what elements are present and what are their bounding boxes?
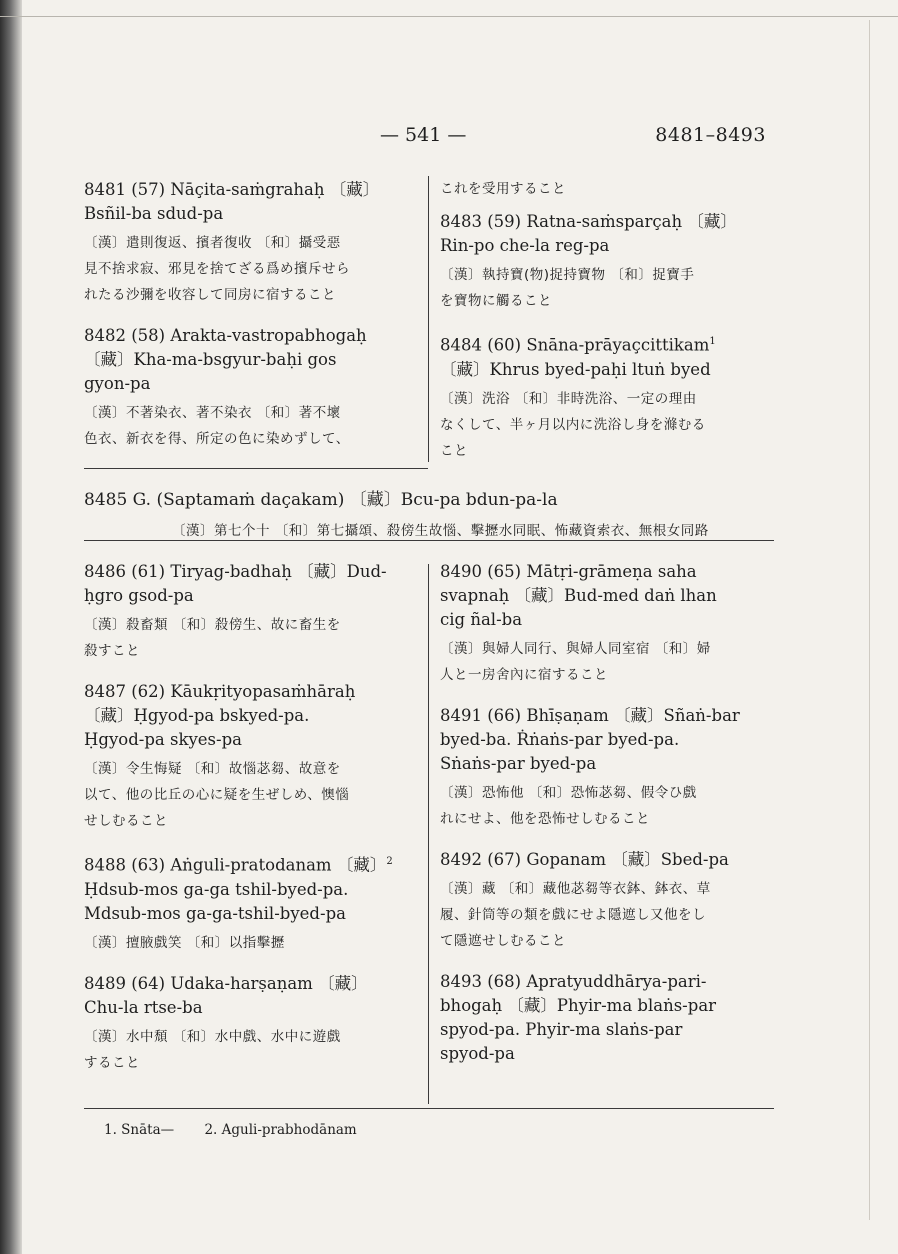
entry-tibetan: 〔藏〕Kha-ma-bsgyur-baḥi gos (84, 350, 337, 369)
entry-gloss: 履、針筒等の類を戲にせよ隱遮し又他をし (440, 907, 706, 923)
entry-tibetan: 〔藏〕Khrus byed-paḥi ltuṅ byed (440, 359, 711, 379)
entry-gloss: 〔漢〕遣則復返、擯者復收 〔和〕攝受惡 (84, 235, 341, 251)
footnote-1: 1. Snāta— (104, 1122, 175, 1138)
entry-gloss: れたる沙彌を收容して同房に宿すること (84, 287, 336, 303)
entry-tibetan: spyod-pa. Phyir-ma slaṅs-par (440, 1020, 683, 1039)
entry-gloss: 〔漢〕與婦人同行、與婦人同室宿 〔和〕婦 (440, 641, 711, 657)
section-rule-upper-left (84, 468, 428, 469)
entry-gloss: を寶物に觸ること (440, 293, 552, 309)
entry-tibetan: ḥgro gsod-pa (84, 586, 194, 605)
entry-tibetan: Rin-po che-la reg-pa (440, 236, 610, 255)
entry-gloss: 〔漢〕水中頹 〔和〕水中戲、水中に遊戲 (84, 1028, 341, 1045)
footnote-rule (84, 1108, 774, 1109)
column-divider-upper (428, 176, 429, 462)
entry-heading-text: 8484 (60) Snāna-prāyaçcittikam (440, 335, 710, 355)
entry-8486 (84, 560, 416, 664)
entry-tibetan: cig ñal-ba (440, 610, 523, 629)
entry-tibetan: Sṅaṅs-par byed-pa (440, 754, 597, 773)
footnote-marker: 1 (709, 336, 716, 347)
entry-continuation (440, 176, 772, 202)
entry-8481 (84, 178, 416, 308)
entry-8492 (440, 848, 772, 954)
entry-heading: 8492 (67) Gopanam 〔藏〕Sbed-pa (440, 850, 729, 869)
entry-tibetan: Chu-la rtse-ba (84, 997, 203, 1017)
entry-heading (84, 850, 416, 878)
entry-gloss: 〔漢〕不著染衣、著不染衣 〔和〕著不壞 (84, 405, 341, 421)
entry-gloss: れにせよ、他を恐怖せしむること (440, 811, 650, 827)
entry-gloss: 〔漢〕洗浴 〔和〕非時洗浴、一定の理由 (440, 390, 697, 407)
entry-heading (440, 330, 772, 358)
entry-heading: 8483 (59) Ratna-saṁsparçaḥ 〔藏〕 (440, 212, 737, 231)
footnote-2: 2. Aguli-prabhodānam (204, 1122, 357, 1138)
right-column-upper (440, 176, 772, 480)
entry-tibetan: spyod-pa (440, 1044, 515, 1063)
entry-8490 (440, 560, 772, 688)
entry-gloss: 〔漢〕第七个十 〔和〕第七攝頌、殺傍生故惱、擊攊水同眠、怖藏資索衣、無根女同路 (172, 523, 709, 539)
entry-gloss: て隱遮せしむること (440, 933, 566, 949)
entry-gloss: 見不捨求寂、邪見を捨てざる爲め擯斥せら (84, 261, 350, 277)
entry-8483 (440, 210, 772, 314)
entry-gloss: 〔漢〕藏 〔和〕藏他苾芻等衣鉢、鉢衣、草 (440, 881, 711, 897)
entry-tibetan: Bsñil-ba sdud-pa (84, 204, 224, 223)
page-number: — 541 — (380, 124, 467, 146)
entry-8491 (440, 704, 772, 832)
entry-tibetan: Ḥgyod-pa skyes-pa (84, 730, 242, 749)
scan-shadow (0, 0, 22, 1254)
entry-heading: 8485 G. (Saptamaṁ daçakam) 〔藏〕Bcu-pa bdun-pa-la (84, 490, 558, 510)
entry-gloss: 〔漢〕執持寶(物)捉持寶物 〔和〕捉寶手 (440, 267, 695, 283)
entry-heading: 8481 (57) Nāçita-saṁgrahaḥ 〔藏〕 (84, 180, 380, 199)
entry-8488 (84, 850, 416, 956)
entry-gloss: 殺すこと (84, 643, 140, 659)
entry-heading: 8491 (66) Bhīṣaṇam 〔藏〕Sñaṅ-bar (440, 706, 740, 725)
entry-tibetan: svapnaḥ 〔藏〕Bud-med daṅ lhan (440, 586, 717, 605)
entry-8487 (84, 680, 416, 834)
entry-gloss: これを受用すること (440, 181, 566, 197)
entry-heading: 8489 (64) Udaka-harṣaṇam 〔藏〕 (84, 973, 368, 993)
entry-gloss: せしむること (84, 813, 168, 829)
entry-gloss: 〔漢〕殺畜類 〔和〕殺傍生、故に畜生を (84, 617, 341, 633)
entry-gloss: 色衣、新衣を得、所定の色に染めずして、 (84, 431, 350, 447)
entry-heading: 8486 (61) Tiryag-badhaḥ 〔藏〕Dud- (84, 562, 387, 581)
entry-heading: 8482 (58) Arakta-vastropabhogaḥ (84, 326, 367, 345)
entry-tibetan: 〔藏〕Ḥgyod-pa bskyed-pa. (84, 706, 310, 725)
entry-gloss: こと (440, 442, 468, 459)
entry-gloss: 〔漢〕恐怖他 〔和〕恐怖苾芻、假令ひ戲 (440, 785, 697, 801)
entry-8485 (84, 488, 784, 544)
entry-gloss: すること (84, 1054, 140, 1071)
entry-tibetan: Mdsub-mos ga-ga-tshil-byed-pa (84, 903, 346, 923)
entry-heading: 8490 (65) Mātṛi-grāmeṇa saha (440, 562, 697, 581)
page-header (0, 124, 898, 152)
footnote-marker: 2 (386, 856, 393, 867)
entry-gloss: 人と一房舍內に宿すること (440, 667, 608, 683)
entry-8484 (440, 330, 772, 464)
entry-gloss: 以て、他の比丘の心に疑を生ぜしめ、懊惱 (84, 787, 350, 803)
column-divider-lower (428, 564, 429, 1104)
left-column-upper (84, 178, 416, 468)
entry-gloss: 〔漢〕擅腋戲笑 〔和〕以指擊攊 (84, 934, 285, 951)
top-rule (0, 16, 898, 17)
footnotes (104, 1122, 383, 1138)
entry-heading: 8493 (68) Apratyuddhārya-pari- (440, 972, 707, 991)
left-column-lower (84, 560, 416, 1092)
entry-tibetan: byed-ba. Ṙṅaṅs-par byed-pa. (440, 730, 680, 749)
entry-heading-text: 8488 (63) Aṅguli-pratodanam 〔藏〕 (84, 855, 387, 875)
entry-range: 8481–8493 (655, 124, 766, 146)
entry-gloss: なくして、半ヶ月以内に洗浴し身を滌むる (440, 416, 706, 433)
entry-8482 (84, 324, 416, 452)
entry-heading: 8487 (62) Kāukṛityopasaṁhāraḥ (84, 682, 356, 701)
entry-tibetan: Ḥdsub-mos ga-ga tshil-byed-pa. (84, 879, 349, 899)
entry-8493 (440, 970, 772, 1066)
right-column-lower (440, 560, 772, 1082)
entry-tibetan: bhogaḥ 〔藏〕Phyir-ma blaṅs-par (440, 996, 717, 1015)
page-edge (869, 20, 870, 1220)
entry-tibetan: gyon-pa (84, 374, 151, 393)
entry-8489 (84, 972, 416, 1076)
entry-gloss: 〔漢〕令生悔疑 〔和〕故惱苾芻、故意を (84, 761, 341, 777)
